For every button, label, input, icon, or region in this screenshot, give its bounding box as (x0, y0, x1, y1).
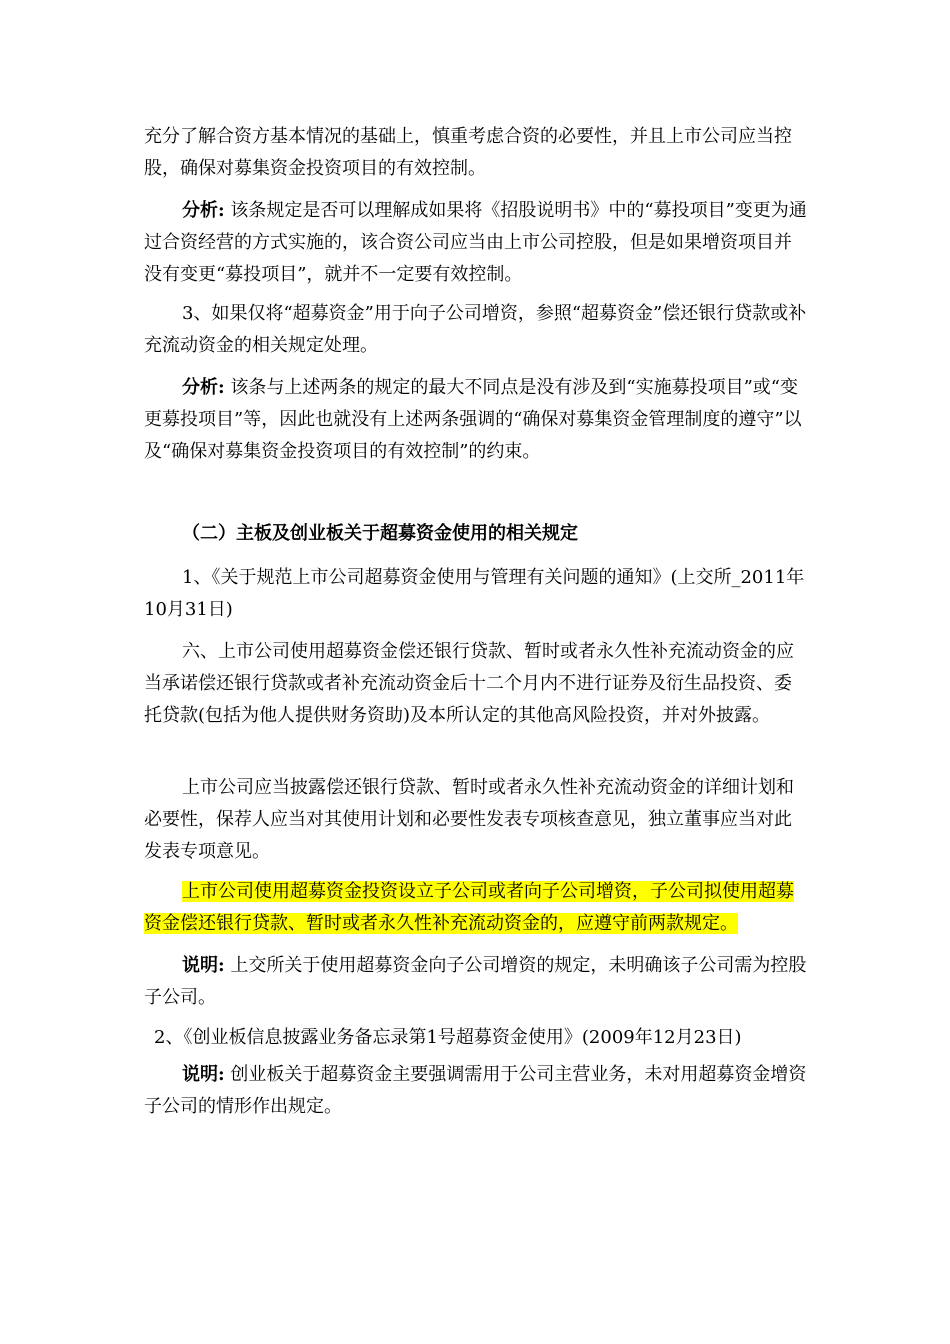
highlighted-text: 上市公司使用超募资金投资设立子公司或者向子公司增资，子公司拟使用超募资金偿还银行贷款、暂时或者永久性补充流动资金的，应遵守前两款规定。 (144, 881, 794, 934)
paragraph-7 (144, 772, 808, 868)
paragraph-7-text: 上市公司应当披露偿还银行贷款、暂时或者永久性补充流动资金的详细计划和必要性，保荐人应当对其使用计划和必要性发表专项核查意见，独立董事应当对此发表专项意见。 (144, 777, 794, 862)
paragraph-1 (144, 121, 808, 185)
paragraph-5-text: 1、《关于规范上市公司超募资金使用与管理有关问题的通知》(上交所_2011年10月31日) (144, 567, 805, 620)
paragraph-8-highlighted (144, 876, 808, 940)
paragraph-3-text: 3、如果仅将“超募资金”用于向子公司增资，参照“超募资金”偿还银行贷款或补充流动资金的相关规定处理。 (144, 303, 807, 356)
note-label: 说明: (182, 1064, 225, 1085)
paragraph-5 (144, 562, 808, 626)
paragraph-analysis-2 (144, 372, 808, 468)
paragraph-4-text: 该条与上述两条的规定的最大不同点是没有涉及到“实施募投项目”或“变更募投项目”等，因此也就没有上述两条强调的“确保对募集资金管理制度的遵守”以及“确保对募集资金投资项目的有效控制”的约束。 (144, 377, 802, 462)
paragraph-6-text: 六、上市公司使用超募资金偿还银行贷款、暂时或者永久性补充流动资金的应当承诺偿还银行贷款或者补充流动资金后十二个月内不进行证券及衍生品投资、委托贷款(包括为他人提供财务资助)及本所认定的其他高风险投资，并对外披露。 (144, 641, 794, 726)
paragraph-10-text: 2、《创业板信息披露业务备忘录第1号超募资金使用》(2009年12月23日) (154, 1027, 742, 1048)
section-heading (144, 518, 808, 550)
paragraph-10 (144, 1022, 808, 1054)
section-heading-text: （二）主板及创业板关于超募资金使用的相关规定 (182, 523, 578, 544)
paragraph-1-text: 充分了解合资方基本情况的基础上，慎重考虑合资的必要性，并且上市公司应当控股，确保对募集资金投资项目的有效控制。 (144, 126, 792, 179)
analysis-label: 分析: (182, 377, 225, 398)
paragraph-note-2 (144, 1059, 808, 1123)
paragraph-9-text: 上交所关于使用超募资金向子公司增资的规定，未明确该子公司需为控股子公司。 (144, 955, 807, 1008)
analysis-label: 分析: (182, 200, 225, 221)
paragraph-11-text: 创业板关于超募资金主要强调需用于公司主营业务，未对用超募资金增资子公司的情形作出规定。 (144, 1064, 807, 1117)
paragraph-2-text: 该条规定是否可以理解成如果将《招股说明书》中的“募投项目”变更为通过合资经营的方式实施的，该合资公司应当由上市公司控股，但是如果增资项目并没有变更“募投项目”，就并不一定要有效控制。 (144, 200, 807, 285)
paragraph-analysis-1 (144, 195, 808, 291)
paragraph-6 (144, 636, 808, 732)
note-label: 说明: (182, 955, 225, 976)
paragraph-note-1 (144, 950, 808, 1014)
paragraph-3 (144, 298, 808, 362)
